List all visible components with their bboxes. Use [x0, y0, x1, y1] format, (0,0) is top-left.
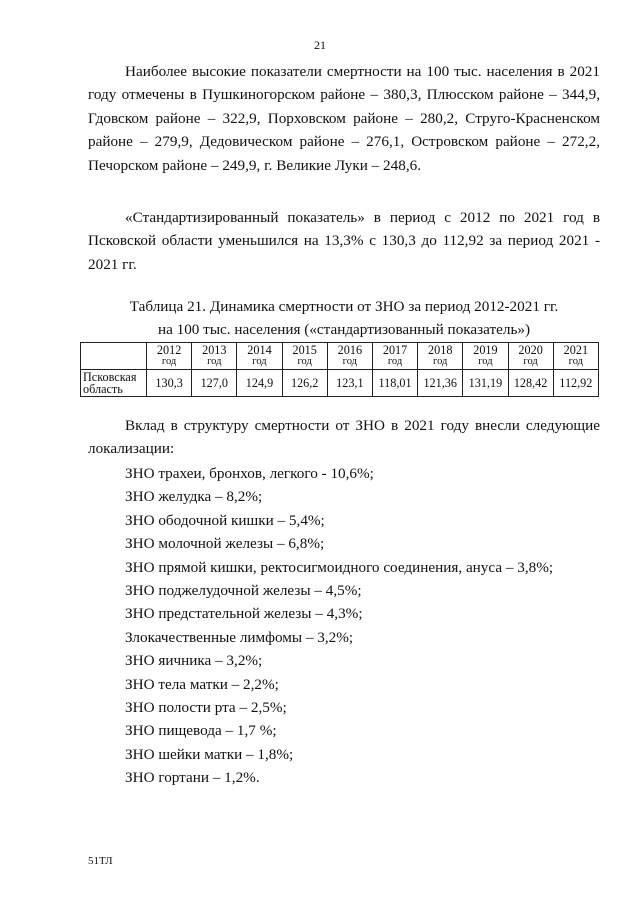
table-caption-subtitle: на 100 тыс. населения («стандартизованный показатель») — [157, 321, 531, 338]
table-value-cell: 118,01 — [372, 370, 417, 397]
paragraph-highest-mortality: Наиболее высокие показатели смертности на 100 тыс. населения в 2021 году отмечены в Пушкиногорском районе – 380,3, Плюсском районе – 344,9, Гдовском районе – 322,9, Порховском районе – 280,2, Струго-Красненском районе – 279,9, Дедовическом районе – 276,1, Островском районе – 272,2, Печорском районе – 249,9, г. Великие Луки – 248,6. — [88, 63, 600, 174]
table-header-cell: 2012 год — [147, 343, 192, 370]
list-item: ЗНО гортани – 1,2%. — [125, 769, 260, 787]
list-item: ЗНО пищевода – 1,7 %; — [125, 722, 277, 740]
table-header-cell: 2013 год — [192, 343, 237, 370]
table-value-cell: 112,92 — [553, 370, 598, 397]
paragraph-structure-intro: Вклад в структуру смертности от ЗНО в 2021 году внесли следующие локализации: — [88, 417, 600, 458]
table-value-cell: 130,3 — [147, 370, 192, 397]
footer-code: 51ТЛ — [88, 855, 113, 867]
localization-list — [125, 462, 553, 790]
list-item: ЗНО полости рта – 2,5%; — [125, 699, 287, 717]
table-region-cell: Псковская область — [81, 370, 147, 397]
table-row — [81, 370, 599, 397]
list-item: ЗНО яичника – 3,2%; — [125, 652, 263, 670]
table-header-cell: 2019 год — [463, 343, 508, 370]
list-item: Злокачественные лимфомы – 3,2%; — [125, 628, 354, 646]
list-item: ЗНО желудка – 8,2%; — [125, 488, 263, 506]
table-value-cell: 124,9 — [237, 370, 282, 397]
list-item: ЗНО шейки матки – 1,8%; — [125, 745, 294, 763]
table-header-cell: 2014 год — [237, 343, 282, 370]
list-item: ЗНО предстательной железы – 4,3%; — [125, 605, 363, 623]
table-header-cell: 2021 год — [553, 343, 598, 370]
list-item: ЗНО ободочной кишки – 5,4%; — [125, 511, 325, 529]
table-value-cell: 123,1 — [327, 370, 372, 397]
table-header-row — [81, 343, 599, 370]
list-item: ЗНО прямой кишки, ректосигмоидного соединения, ануса – 3,8%; — [125, 558, 554, 576]
table-caption-title: Таблица 21. Динамика смертности от ЗНО за период 2012-2021 гг. — [129, 298, 559, 315]
list-item: ЗНО трахеи, бронхов, легкого - 10,6%; — [125, 465, 374, 482]
list-item: ЗНО молочной железы – 6,8%; — [125, 535, 325, 553]
table-value-cell: 128,42 — [508, 370, 553, 397]
table-header-cell: 2017 год — [372, 343, 417, 370]
table-corner-cell — [81, 343, 147, 370]
table-value-cell: 131,19 — [463, 370, 508, 397]
paragraph-standardized-indicator: «Стандартизированный показатель» в период с 2012 по 2021 год в Псковской области уменьшился на 13,3% с 130,3 до 112,92 за период 2021 - 2021 гг. — [88, 209, 600, 273]
table-header-cell: 2018 год — [418, 343, 463, 370]
list-item: ЗНО тела матки – 2,2%; — [125, 675, 279, 693]
table-value-cell: 127,0 — [192, 370, 237, 397]
table-value-cell: 121,36 — [418, 370, 463, 397]
table-header-cell: 2016 год — [327, 343, 372, 370]
table-header-cell: 2020 год — [508, 343, 553, 370]
list-item: ЗНО поджелудочной железы – 4,5%; — [125, 582, 362, 600]
table-header-cell: 2015 год — [282, 343, 327, 370]
page-number: 21 — [314, 38, 326, 52]
table-value-cell: 126,2 — [282, 370, 327, 397]
mortality-table — [80, 342, 599, 397]
